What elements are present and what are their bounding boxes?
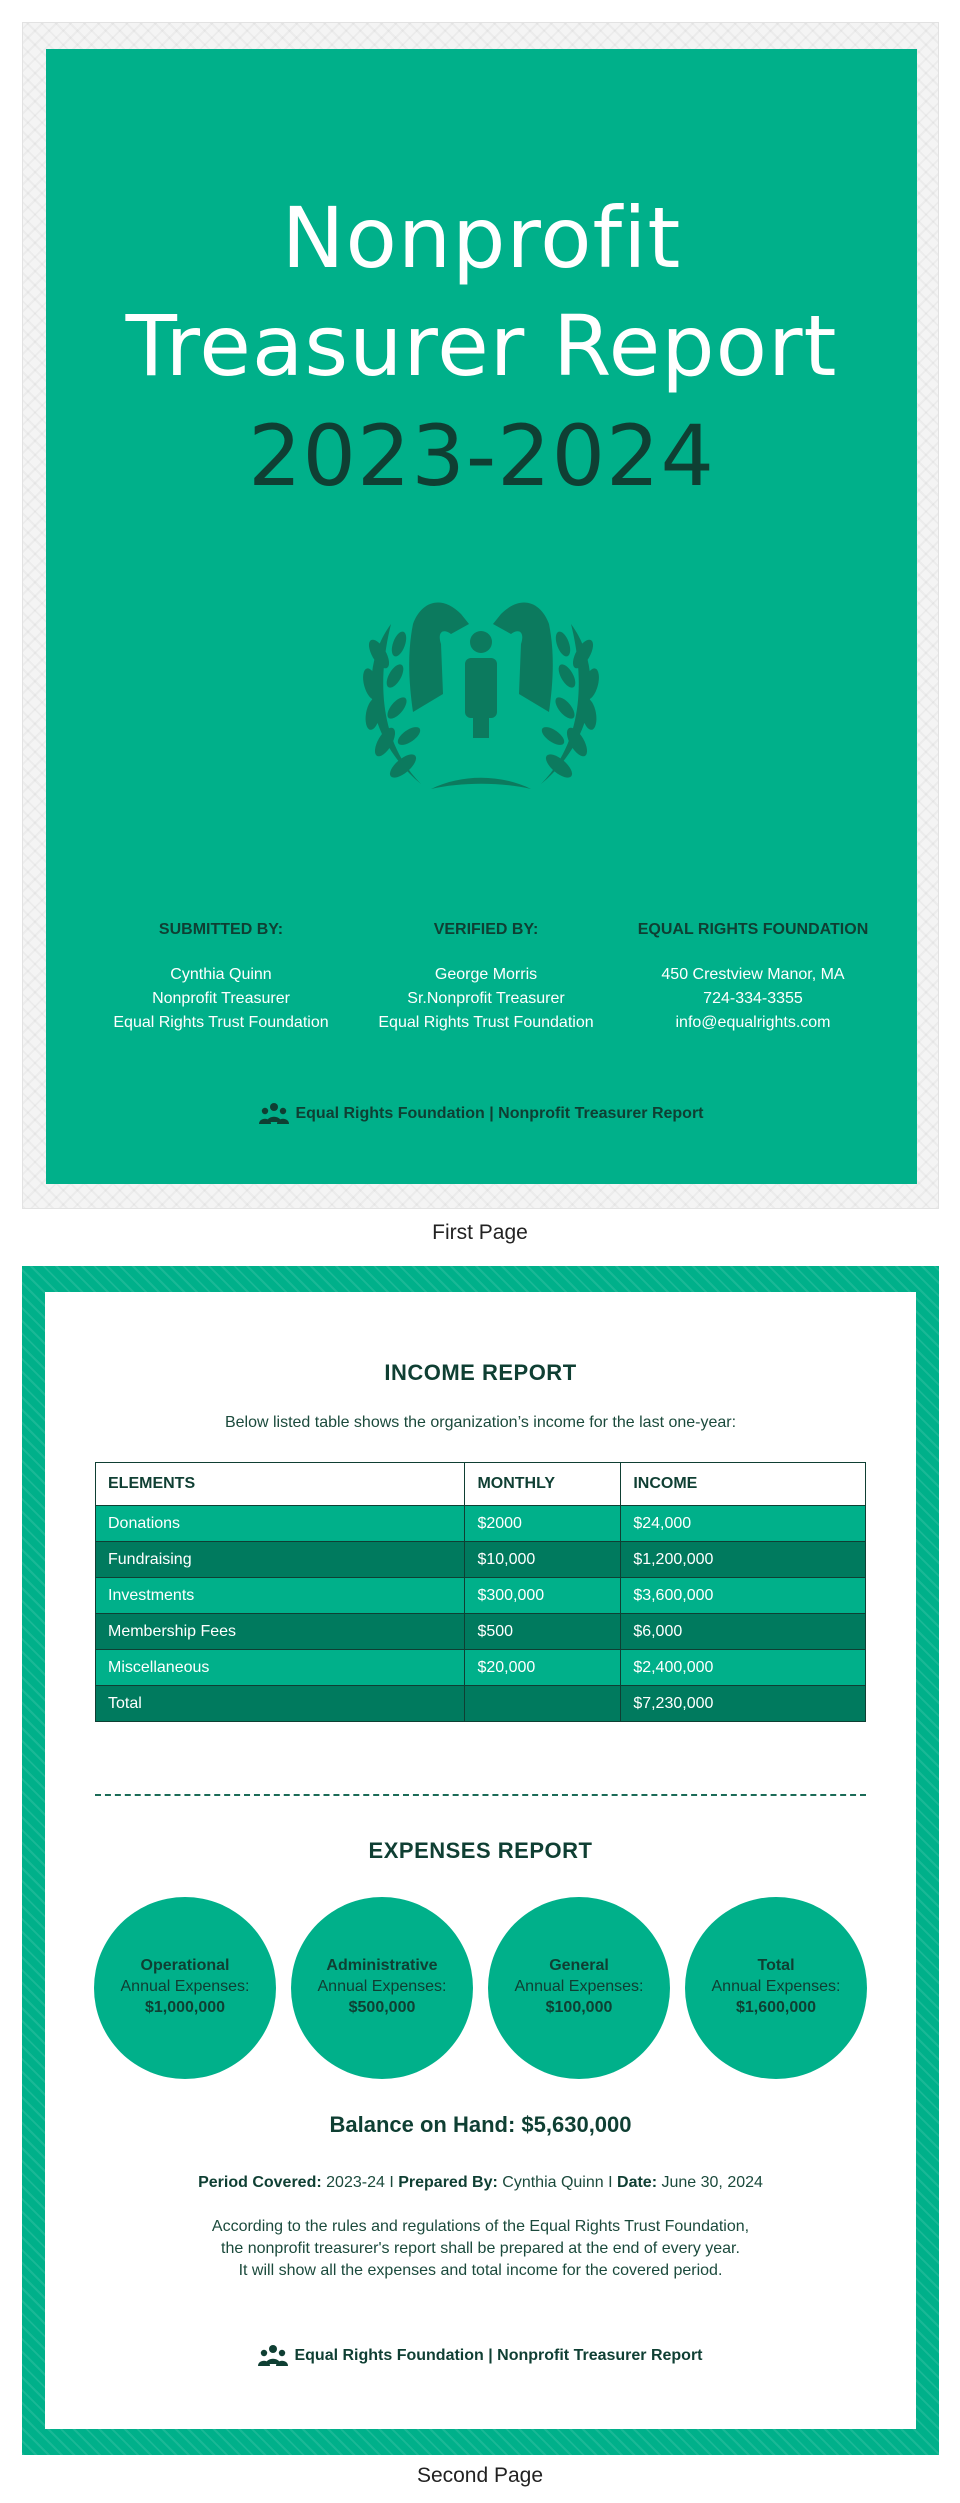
second-page-caption: Second Page [416,2464,544,2487]
period-label: Period Covered: [198,2174,322,2191]
expense-sublabel: Annual Expenses: [317,1978,447,1995]
note-line: the nonprofit treasurer's report shall be prepared at the end of every year. [221,2240,740,2257]
expense-value: $100,000 [545,1999,613,2016]
header-elements: ELEMENTS [96,1463,465,1506]
table-row-total [96,1686,866,1722]
expense-value: $1,000,000 [144,1999,226,2016]
cover-panel [46,49,917,1184]
income-table [95,1462,866,1722]
row-element: Donations [96,1506,465,1542]
header-income: INCOME [621,1463,866,1506]
expense-sublabel: Annual Expenses: [514,1978,644,1995]
row-income: $2,400,000 [621,1650,866,1686]
row-monthly: $20,000 [465,1650,621,1686]
row-income: $6,000 [621,1614,866,1650]
period-separator: I [389,2174,394,2191]
row-monthly: $2000 [465,1506,621,1542]
cover-title-line1: Nonprofit [281,189,682,287]
submitted-by-role: Nonprofit Treasurer [152,990,290,1007]
cover-title-year: 2023-2024 [248,407,715,505]
people-group-icon [258,2344,288,2368]
expense-sublabel: Annual Expenses: [711,1978,841,1995]
expense-sublabel: Annual Expenses: [120,1978,250,1995]
row-income: $24,000 [621,1506,866,1542]
row-element: Total [96,1686,465,1722]
table-row [96,1650,866,1686]
expense-circle-operational [94,1897,276,2079]
second-page-content [45,1292,916,2429]
period-info [45,2174,916,2192]
prepared-by-value: Cynthia Quinn [502,2174,604,2191]
row-income: $7,230,000 [621,1686,866,1722]
expenses-report-title: EXPENSES REPORT [368,1838,593,1863]
row-element: Membership Fees [96,1614,465,1650]
foundation-contact-column [618,921,888,1035]
note-line: It will show all the expenses and total income for the covered period. [238,2262,723,2279]
expense-name: Administrative [326,1957,438,1974]
row-income: $1,200,000 [621,1542,866,1578]
cover-title-line2: Treasurer Report [125,297,838,395]
expense-name: Total [757,1957,795,1974]
table-row [96,1506,866,1542]
verified-by-org: Equal Rights Trust Foundation [378,1014,594,1031]
row-element: Fundraising [96,1542,465,1578]
date-label: Date: [617,2174,658,2191]
submitted-by-name: Cynthia Quinn [170,966,272,983]
foundation-address: 450 Crestview Manor, MA [661,966,845,983]
cover-footer [46,1102,917,1126]
cover-footer-text: Equal Rights Foundation | Nonprofit Treasurer Report [295,1105,704,1123]
verified-by-column [351,921,621,1035]
expense-value: $500,000 [348,1999,416,2016]
row-element: Investments [96,1578,465,1614]
verified-by-role: Sr.Nonprofit Treasurer [407,990,565,1007]
hands-laurel-person-logo-icon [351,584,611,814]
expense-value: $1,600,000 [735,1999,817,2016]
row-monthly [465,1686,621,1722]
row-monthly: $10,000 [465,1542,621,1578]
expense-circle-administrative [291,1897,473,2079]
submitted-by-org: Equal Rights Trust Foundation [113,1014,329,1031]
note-line: According to the rules and regulations of the Equal Rights Trust Foundation, [211,2218,750,2235]
second-page [22,1266,939,2455]
prepared-by-label: Prepared By: [398,2174,498,2191]
row-monthly: $300,000 [465,1578,621,1614]
header-monthly: MONTHLY [465,1463,621,1506]
date-value: June 30, 2024 [661,2174,763,2191]
foundation-phone: 724-334-3355 [703,990,803,1007]
expense-circle-total [685,1897,867,2079]
income-report-description: Below listed table shows the organization’s income for the last one-year: [224,1414,737,1431]
verified-by-heading: VERIFIED BY: [433,921,539,938]
first-page [22,22,939,1209]
income-report-title: INCOME REPORT [384,1360,577,1385]
row-monthly: $500 [465,1614,621,1650]
balance-on-hand: Balance on Hand: $5,630,000 [329,2112,632,2137]
row-income: $3,600,000 [621,1578,866,1614]
submitted-by-heading: SUBMITTED BY: [158,921,284,938]
period-separator: I [608,2174,613,2191]
submitted-by-column [86,921,356,1035]
verified-by-name: George Morris [434,966,538,983]
table-row [96,1614,866,1650]
first-page-caption: First Page [432,1221,528,1244]
report-notes [45,2216,916,2282]
table-row [96,1542,866,1578]
income-table-header-row [96,1463,866,1506]
expense-name: General [549,1957,609,1974]
second-page-footer [45,2344,916,2368]
people-group-icon [259,1102,289,1126]
foundation-email[interactable]: info@equalrights.com [675,1014,831,1031]
expense-name: Operational [140,1957,230,1974]
section-divider [95,1794,866,1796]
period-value: 2023-24 [326,2174,385,2191]
expense-circle-general [488,1897,670,2079]
foundation-heading: EQUAL RIGHTS FOUNDATION [637,921,869,938]
second-page-footer-text: Equal Rights Foundation | Nonprofit Treasurer Report [294,2347,703,2365]
row-element: Miscellaneous [96,1650,465,1686]
table-row [96,1578,866,1614]
